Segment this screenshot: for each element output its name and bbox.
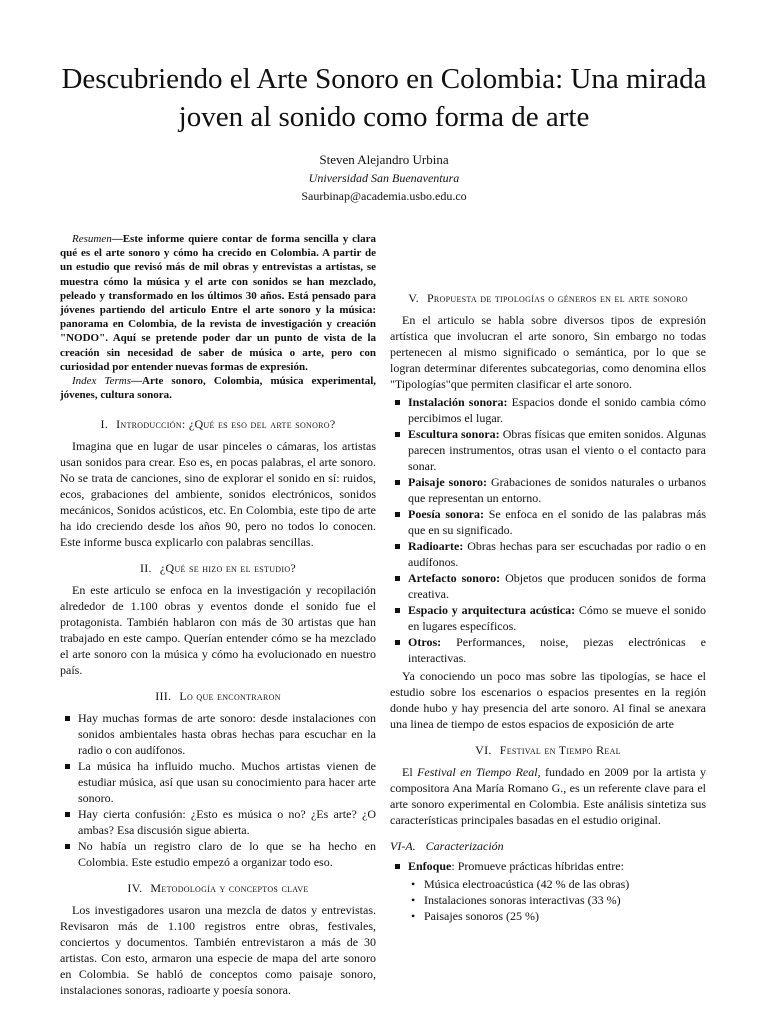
section-heading-2	[60, 560, 376, 576]
typology-desc: Se enfoca en el sonido de las palabras más que en su significado.	[408, 507, 707, 537]
section-heading-3	[60, 688, 376, 704]
subsection-title: Caracterización	[425, 839, 504, 853]
section-5-paragraph: En el articulo se habla sobre diversos tipos de expresión artística que involucran el arte sonoro, Sin embargo no todas pertenecen al mismo significado o semántica, por lo que se logran determinar diferentes subcategorias, como denomina ellos "Tipologías"que permiten clasificar el arte sonoro.	[390, 313, 706, 391]
typology-desc: Obras hechas para ser escuchadas por radio o en audífonos.	[408, 539, 707, 569]
abstract-label: Resumen	[72, 233, 112, 245]
festival-name: Festival en Tiempo Real	[417, 765, 538, 779]
abstract-text: —Este informe quiere contar de forma sencilla y clara qué es el arte sonoro y cómo ha crecido en Colombia. A partir de un estudio que revisó más de mil obras y entrevistas a artistas, se muestra cómo la música y el arte con sonidos se han mezclado, peleado y transformado en los últimos 30 años. Está pensado para jóvenes partiendo del articulo Entre el arte sonoro y la música: panorama en Colombia, de la revista de investigación y creación "NODO". Aquí se pretende poder dar un punto de vista de la creación sin necesidad de saber de música o arte, pero con curiosidad por entender nuevas formas de expresión.	[60, 233, 376, 373]
subsection-heading	[390, 838, 706, 854]
list-item: Hay cierta confusión: ¿Esto es música o no? ¿Es arte? ¿O ambas? Esa discusión sigue abierta.	[60, 806, 376, 838]
section-number: VI.	[475, 743, 492, 757]
list-item: • Música electroacústica (42 % de las obras)	[408, 876, 706, 892]
right-column	[390, 234, 706, 926]
section-title: Lo que encontraron	[179, 689, 281, 704]
abstract	[60, 232, 376, 374]
typology-term: Otros:	[408, 635, 442, 649]
section-4-paragraph: Los investigadores usaron una mezcla de datos y entrevistas. Revisaron más de 1.100 registros entre obras, festivales, conciertos y documentos. También entrevistaron a más de 30 artistas. Con esto, armaron una especie de mapa del arte sonoro en Colombia. Se habló de conceptos como paisaje sonoro, instalaciones sonoras, radioarte y poesía sonora.	[60, 903, 376, 998]
subsection-number: VI-A.	[390, 839, 416, 853]
text-run: El	[402, 765, 418, 779]
author-email: Saurbinap@academia.usbo.edu.co	[301, 189, 467, 203]
typology-term: Radioarte:	[408, 539, 464, 553]
section-heading-4	[60, 880, 376, 896]
section-5-paragraph-2: Ya conociendo un poco mas sobre las tipologías, se hace el estudio sobre los escenarios o espacios presentes en la región donde hubo y hay presencia del arte sonoro. Al final se anexara una linea de tiempo de estos espacios de exposición de arte	[390, 669, 706, 731]
item-term: Enfoque	[408, 859, 452, 873]
section-heading-6	[390, 742, 706, 758]
typology-desc: Grabaciones de sonidos naturales o urbanos que representan un entorno.	[408, 475, 707, 505]
findings-list	[60, 710, 376, 870]
typology-term: Paisaje sonoro:	[408, 475, 488, 489]
index-terms-text: —Arte sonoro, Colombia, música experimental, jóvenes, cultura sonora.	[60, 375, 376, 402]
typology-desc: Objetos que producen sonidos de forma creativa.	[408, 571, 706, 601]
typology-desc: Espacios donde el sonido cambia cómo percibimos el lugar.	[408, 395, 707, 425]
list-item	[390, 538, 706, 570]
list-item: La música ha influido mucho. Muchos artistas vienen de estudiar música, así que usan su conocimiento para hacer arte sonoro.	[60, 758, 376, 806]
section-number: II.	[139, 561, 152, 576]
section-number: I.	[100, 417, 109, 432]
characterization-list	[390, 858, 706, 874]
section-title: Propuesta de tipologías o géneros en el arte sonoro	[426, 291, 688, 305]
section-title: ¿Qué se hizo en el estudio?	[159, 561, 297, 576]
list-item: • Instalaciones sonoras interactivas (33 %)	[408, 892, 706, 908]
section-number: V.	[408, 291, 419, 305]
paper-title: Descubriendo el Arte Sonoro en Colombia: Una mirada joven al sonido como forma de arte	[61, 63, 707, 133]
section-title: Metodología y conceptos clave	[150, 881, 309, 896]
list-item	[390, 506, 706, 538]
section-heading-1	[60, 416, 376, 432]
section-title: Festival en Tiempo Real	[499, 743, 621, 757]
index-terms	[60, 374, 376, 402]
typology-term: Escultura sonora:	[408, 427, 500, 441]
typology-term: Artefacto sonoro:	[408, 571, 501, 585]
typology-desc: Cómo se mueve el sonido en lugares específicos.	[408, 603, 706, 633]
typology-desc: Obras físicas que emiten sonidos. Algunas parecen instrumentos, otras usan el viento o el contacto para sonar.	[408, 427, 707, 473]
list-item	[390, 602, 706, 634]
list-item	[390, 570, 706, 602]
typology-term: Espacio y arquitectura acústica:	[408, 603, 576, 617]
practices-sublist	[408, 876, 706, 924]
section-heading-5	[390, 290, 706, 306]
author-name: Steven Alejandro Urbina	[319, 152, 449, 167]
list-item	[390, 474, 706, 506]
text-run: , fundado en 2009 por la artista y compositora Ana María Romano G., es un referente clave para el arte sonoro experimental en Colombia. Este análisis sintetiza sus características principales basadas en el estudio original.	[390, 765, 707, 827]
section-6-paragraph	[390, 764, 706, 828]
list-item: Hay muchas formas de arte sonoro: desde instalaciones con sonidos ambientales hasta obras hechas para escuchar en la radio o con audífonos.	[60, 710, 376, 758]
column-continuation-spacer	[390, 234, 706, 282]
list-item	[390, 858, 706, 874]
index-terms-label: Index Terms	[72, 375, 131, 388]
typology-desc: Performances, noise, piezas electrónicas e interactivas.	[408, 635, 706, 665]
list-item: • Paisajes sonoros (25 %)	[408, 908, 706, 924]
typology-term: Instalación sonora:	[408, 395, 508, 409]
section-2-paragraph: En este articulo se enfoca en la investigación y recopilación alrededor de 1.100 obras y eventos donde el sonido fue el protagonista. También hablaron con más de 30 artistas que han trabajado en este campo. Querían entender cómo se ha mezclado el arte sonoro con la música y cómo ha evolucionado en nuestro país.	[60, 583, 376, 678]
section-title: Introducción: ¿Qué es eso del arte sonoro?	[116, 417, 336, 432]
item-desc: : Promueve prácticas híbridas entre:	[451, 859, 624, 873]
author-affiliation: Universidad San Buenaventura	[308, 171, 460, 185]
list-item: No había un registro claro de lo que se ha hecho en Colombia. Este estudio empezó a organizar todo eso.	[60, 838, 376, 870]
list-item	[390, 426, 706, 474]
section-1-paragraph: Imagina que en lugar de usar pinceles o cámaras, los artistas usan sonidos para crear. Eso es, en pocas palabras, el arte sonoro. No se trata de canciones, sino de explorar el sonido en sí: ruidos, ecos, grabaciones del ambiente, sonidos electrónicos, sonidos mecánicos, Sonidos acústicos, etc. En Colombia, este tipo de arte ha ido creciendo desde los años 90, pero no todos lo conocen. Este informe busca explicarlo con palabras sencillas.	[60, 439, 376, 550]
typologies-list	[390, 394, 706, 666]
section-number: IV.	[127, 881, 143, 896]
left-column	[60, 232, 376, 998]
section-number: III.	[155, 689, 172, 704]
list-item	[390, 394, 706, 426]
list-item	[390, 634, 706, 666]
typology-term: Poesía sonora:	[408, 507, 484, 521]
